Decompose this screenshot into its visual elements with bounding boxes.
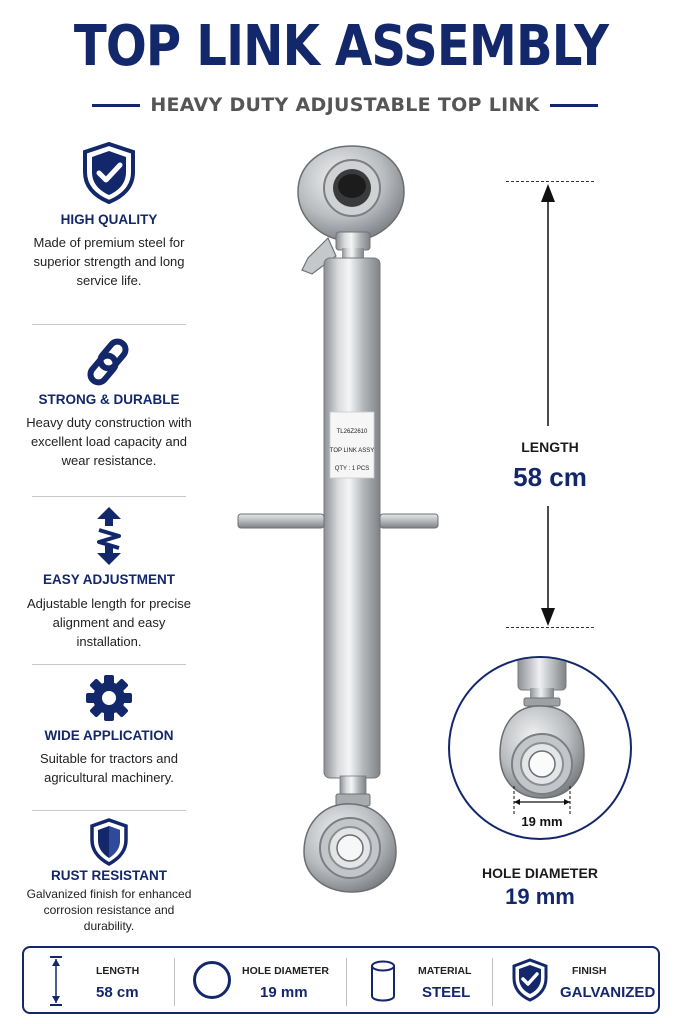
top-link-product-image (232, 140, 452, 910)
feature-desc: Galvanized finish for enhanced corrosion resistance and durability. (26, 887, 192, 933)
shield-icon (89, 818, 129, 866)
spec-label: LENGTH (96, 965, 140, 977)
length-arrow-icon (48, 956, 64, 1006)
spec-label: MATERIAL (418, 965, 472, 977)
page-title: TOP LINK ASSEMBLY (73, 14, 609, 79)
tube-label-line: TOP LINK ASSY (329, 448, 375, 454)
subtitle-rule-right (550, 104, 598, 107)
feature-desc: Adjustable length for precise alignment and easy installation. (26, 596, 192, 649)
spec-label: FINISH (572, 965, 607, 977)
divider (32, 810, 186, 811)
spec-hole-diameter (174, 948, 346, 1012)
spec-value: GALVANIZED (560, 984, 656, 1001)
chain-link-icon (83, 336, 135, 388)
hole-detail-value: 19 mm (521, 814, 563, 829)
length-value: 58 cm (513, 462, 587, 492)
adjust-arrows-icon (95, 506, 123, 566)
feature-name: EASY ADJUSTMENT (42, 572, 176, 587)
feature-wide-application (32, 672, 186, 808)
feature-rust-resistant (26, 816, 192, 946)
hole-detail-zoom (448, 656, 632, 840)
subtitle-row (92, 92, 598, 118)
spec-material (346, 948, 492, 1012)
divider (32, 664, 186, 665)
feature-name: STRONG & DURABLE (38, 392, 180, 407)
feature-name: HIGH QUALITY (60, 212, 158, 227)
hole-diameter-value: 19 mm (505, 884, 575, 909)
spec-value: 58 cm (96, 984, 139, 1001)
subtitle-rule-left (92, 104, 140, 107)
feature-name: RUST RESISTANT (50, 868, 167, 883)
spec-length (24, 948, 174, 1012)
feature-strong-durable (26, 334, 192, 498)
divider (32, 324, 186, 325)
feature-name: WIDE APPLICATION (44, 728, 174, 743)
tube-label-line: TL26Z2610 (336, 429, 368, 435)
spec-bar (22, 946, 660, 1014)
shield-check-icon (512, 958, 548, 1002)
spec-value: STEEL (422, 984, 471, 1001)
dimension-arrow-down (538, 506, 558, 628)
dimension-arrow-up (538, 182, 558, 432)
feature-easy-adjustment (26, 504, 192, 664)
feature-desc: Suitable for tractors and agricultural machinery. (39, 751, 179, 785)
spec-label: HOLE DIAMETER (242, 965, 329, 977)
feature-high-quality (32, 138, 186, 324)
spec-finish (492, 948, 658, 1012)
page-subtitle: HEAVY DUTY ADJUSTABLE TOP LINK (150, 94, 540, 116)
spec-value: 19 mm (260, 984, 308, 1001)
cylinder-icon (370, 960, 396, 1002)
hole-closeup-image (450, 658, 632, 840)
feature-desc: Heavy duty construction with excellent load capacity and wear resistance. (26, 415, 192, 468)
tube-label-line: QTY : 1 PCS (334, 466, 370, 472)
divider (32, 496, 186, 497)
gear-icon (85, 674, 133, 722)
hole-diameter-label: HOLE DIAMETER (482, 865, 598, 881)
circle-icon (192, 960, 232, 1000)
feature-desc: Made of premium steel for superior strength and long service life. (33, 235, 185, 288)
length-label: LENGTH (521, 439, 579, 455)
shield-check-icon (81, 142, 137, 204)
